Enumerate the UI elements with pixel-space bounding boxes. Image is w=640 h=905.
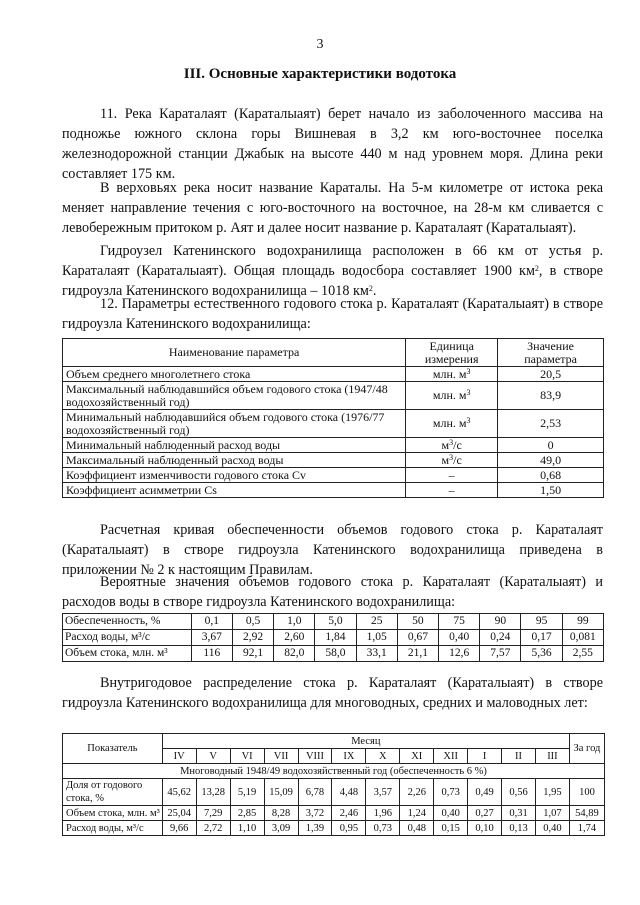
parameters-table-header	[63, 339, 604, 367]
month-cell: 13,28	[196, 779, 230, 806]
probability-cell: 50	[397, 614, 438, 630]
month-name: V	[196, 749, 230, 764]
parameter-name: Минимальный наблюдавшийся объем годового стока (1976/77 водохозяйственный год)	[63, 410, 406, 438]
month-name: III	[535, 749, 569, 764]
paragraph-curve: Расчетная кривая обеспеченности объемов годового стока р. Караталаят (Караталыаят) в створе гидроузла Катенинского водохранилища приведена в приложении № 2 к настоящим Правилам.	[62, 522, 603, 578]
month-cell: 0,13	[502, 821, 536, 836]
month-cell: 0,27	[468, 806, 502, 821]
paragraph-dam: Гидроузел Катенинского водохранилища расположен в 66 км от устья р. Караталаят (Караталыаят). Общая площадь водосбора составляет 1900 $км^2$, в створе гидроузла Катенинского водохранилища – 1018 $км^2$.	[62, 243, 603, 299]
probability-cell: 75	[439, 614, 480, 630]
month-cell: 0,40	[535, 821, 569, 836]
probability-cell: 90	[480, 614, 521, 630]
parameter-value: 0	[498, 438, 604, 453]
parameter-unit	[406, 367, 498, 382]
month-cell: 0,95	[332, 821, 366, 836]
month-row-label: Объем стока, млн. м³	[63, 806, 163, 821]
probability-cell: 1,0	[274, 614, 315, 630]
month-cell: 2,26	[400, 779, 434, 806]
month-cell: 0,56	[502, 779, 536, 806]
parameter-value: 49,0	[498, 453, 604, 468]
unit-superscript: 3	[449, 437, 454, 447]
probability-row	[63, 646, 604, 662]
probability-cell: 0,24	[480, 630, 521, 646]
probability-cell: 5,36	[521, 646, 562, 662]
month-row-label: Доля от годового стока, %	[63, 779, 163, 806]
year-total-cell: 1,74	[569, 821, 604, 836]
month-data-row	[63, 821, 605, 836]
probability-cell: 1,84	[315, 630, 356, 646]
probability-row-label: Обеспеченность, %	[63, 614, 192, 630]
month-cell: 1,39	[298, 821, 332, 836]
superscript-2a: 2	[534, 264, 539, 273]
header-value: Значение параметра	[498, 339, 604, 367]
month-name: II	[502, 749, 536, 764]
month-cell: 6,78	[298, 779, 332, 806]
probability-cell: 2,92	[232, 630, 273, 646]
month-cell: 5,19	[230, 779, 264, 806]
parameter-unit	[406, 453, 498, 468]
month-cell: 0,10	[468, 821, 502, 836]
month-cell: 2,85	[230, 806, 264, 821]
header-parameter-name: Наименование параметра	[63, 339, 406, 367]
parameter-value: 1,50	[498, 483, 604, 498]
month-name: IV	[162, 749, 196, 764]
parameter-name: Объем среднего многолетнего стока	[63, 367, 406, 382]
month-table-header-row	[63, 734, 605, 749]
parameter-value: 20,5	[498, 367, 604, 382]
parameter-unit	[406, 382, 498, 410]
month-name: VII	[264, 749, 298, 764]
month-name: VIII	[298, 749, 332, 764]
probability-cell: 0,67	[397, 630, 438, 646]
probability-cell: 58,0	[315, 646, 356, 662]
month-cell: 1,10	[230, 821, 264, 836]
year-total-cell: 54,89	[569, 806, 604, 821]
unit-base: –	[448, 467, 455, 482]
section-row	[63, 764, 605, 779]
parameter-value: 0,68	[498, 468, 604, 483]
month-row-label: Расход воды, м³/с	[63, 821, 163, 836]
month-data-row	[63, 806, 605, 821]
parameter-row	[63, 453, 604, 468]
month-cell: 1,96	[366, 806, 400, 821]
parameter-row	[63, 367, 604, 382]
month-cell: 9,66	[162, 821, 196, 836]
monthly-distribution-table	[62, 733, 605, 836]
month-cell: 0,40	[434, 806, 468, 821]
paragraph-12: 12. Параметры естественного годового стока р. Караталаят (Караталыаят) в створе гидроузла Катенинского водохранилища:	[62, 296, 603, 332]
parameter-row	[63, 468, 604, 483]
probability-cell: 99	[562, 614, 603, 630]
unit-base: м	[441, 437, 450, 452]
unit-superscript: 3	[449, 452, 454, 462]
parameter-unit	[406, 483, 498, 498]
month-cell: 8,28	[264, 806, 298, 821]
parameter-name: Максимальный наблюдавшийся объем годового стока (1947/48 водохозяйственный год)	[63, 382, 406, 410]
probability-row-label: Расход воды, м³/с	[63, 630, 192, 646]
parameter-row	[63, 410, 604, 438]
probability-cell: 0,40	[439, 630, 480, 646]
parameter-unit	[406, 410, 498, 438]
month-cell: 45,62	[162, 779, 196, 806]
month-cell: 0,15	[434, 821, 468, 836]
probability-row	[63, 630, 604, 646]
parameter-value: 2,53	[498, 410, 604, 438]
month-cell: 3,72	[298, 806, 332, 821]
month-data-row	[63, 779, 605, 806]
unit-superscript: 3	[466, 416, 471, 425]
parameter-name: Максимальный наблюденный расход воды	[63, 453, 406, 468]
unit-base: –	[448, 482, 455, 497]
probability-cell: 0,5	[232, 614, 273, 630]
unit-superscript: 3	[466, 366, 471, 376]
probability-cell: 82,0	[274, 646, 315, 662]
superscript-2b: 2	[368, 284, 373, 293]
probability-cell: 12,6	[439, 646, 480, 662]
probability-cell: 0,17	[521, 630, 562, 646]
header-indicator: Показатель	[63, 734, 163, 764]
paragraph-11: 11. Река Караталаят (Караталыаят) берет начало из заболоченного массива на подножье южного склона горы Вишневая в 3,2 км юго-восточнее поселка железнодорожной станции Джабык на высоте 440 м над уровнем моря. Длина реки составляет 175 км.	[62, 106, 603, 182]
probability-row-label: Объем стока, млн. м³	[63, 646, 192, 662]
month-name: VI	[230, 749, 264, 764]
probability-cell: 0,1	[191, 614, 232, 630]
unit-base: млн. м	[432, 388, 467, 402]
month-cell: 15,09	[264, 779, 298, 806]
parameter-unit	[406, 468, 498, 483]
parameter-row	[63, 483, 604, 498]
section-wet-year: Многоводный 1948/49 водохозяйственный год (обеспеченность 6 %)	[63, 764, 605, 779]
probability-table	[62, 613, 604, 662]
probability-cell: 116	[191, 646, 232, 662]
section-title: III. Основные характеристики водотока	[183, 66, 457, 82]
paragraph-upper-river: В верховьях река носит название Караталы. На 5-м километре от истока река меняет направление течения с юго-восточного на восточное, на 28-м км сливается с левобережным притоком р. Аят и далее носит название р. Караталаят (Караталыаят).	[62, 180, 603, 236]
parameter-name: Коэффициент изменчивости годового стока Cv	[63, 468, 406, 483]
paragraph-intra-annual: Внутригодовое распределение стока р. Караталаят (Караталыаят) в створе гидроузла Катенинского водохранилища для многоводных, средних и маловодных лет:	[62, 675, 603, 711]
paragraph-dam-part-a: Гидроузел Катенинского водохранилища расположен в 66 км от устья р. Караталаят (Караталыаят). Общая площадь водосбора составляет 1900 км	[62, 243, 603, 279]
probability-cell: 5,0	[315, 614, 356, 630]
month-cell: 4,48	[332, 779, 366, 806]
probability-cell: 0,081	[562, 630, 603, 646]
parameter-name: Минимальный наблюденный расход воды	[63, 438, 406, 453]
probability-cell: 2,55	[562, 646, 603, 662]
parameters-table	[62, 338, 604, 498]
month-cell: 0,48	[400, 821, 434, 836]
month-name: IX	[332, 749, 366, 764]
paragraph-probable: Вероятные значения объемов годового стока р. Караталаят (Караталыаят) и расходов воды в створе гидроузла Катенинского водохранилища:	[62, 574, 603, 610]
month-name: X	[366, 749, 400, 764]
probability-row	[63, 614, 604, 630]
month-name: I	[468, 749, 502, 764]
month-cell: 0,31	[502, 806, 536, 821]
month-cell: 0,73	[434, 779, 468, 806]
probability-cell: 95	[521, 614, 562, 630]
paragraph-dam-part-b: , в створе гидроузла Катенинского водохранилища – 1018 км	[62, 263, 603, 299]
probability-cell: 21,1	[397, 646, 438, 662]
month-name: XII	[434, 749, 468, 764]
probability-cell: 92,1	[232, 646, 273, 662]
unit-superscript: 3	[466, 388, 471, 397]
month-cell: 25,04	[162, 806, 196, 821]
probability-cell: 25	[356, 614, 397, 630]
month-cell: 3,57	[366, 779, 400, 806]
month-cell: 2,72	[196, 821, 230, 836]
page-number: 3	[316, 37, 324, 52]
unit-tail: /с	[453, 452, 462, 467]
probability-cell: 2,60	[274, 630, 315, 646]
month-cell: 0,49	[468, 779, 502, 806]
parameter-unit	[406, 438, 498, 453]
probability-cell: 33,1	[356, 646, 397, 662]
header-unit: Единица измерения	[406, 339, 498, 367]
probability-cell: 3,67	[191, 630, 232, 646]
month-cell: 2,46	[332, 806, 366, 821]
month-cell: 7,29	[196, 806, 230, 821]
month-cell: 0,73	[366, 821, 400, 836]
parameter-name: Коэффициент асимметрии Cs	[63, 483, 406, 498]
month-cell: 1,95	[535, 779, 569, 806]
unit-base: млн. м	[432, 366, 467, 381]
month-cell: 1,24	[400, 806, 434, 821]
unit-base: м	[441, 452, 450, 467]
parameter-row	[63, 438, 604, 453]
probability-cell: 7,57	[480, 646, 521, 662]
parameter-value: 83,9	[498, 382, 604, 410]
parameter-row	[63, 382, 604, 410]
month-cell: 1,07	[535, 806, 569, 821]
month-name: XI	[400, 749, 434, 764]
unit-base: млн. м	[432, 416, 467, 430]
year-total-cell: 100	[569, 779, 604, 806]
month-cell: 3,09	[264, 821, 298, 836]
probability-cell: 1,05	[356, 630, 397, 646]
unit-tail: /с	[453, 437, 462, 452]
header-month: Месяц	[162, 734, 569, 749]
header-year: За год	[569, 734, 604, 764]
